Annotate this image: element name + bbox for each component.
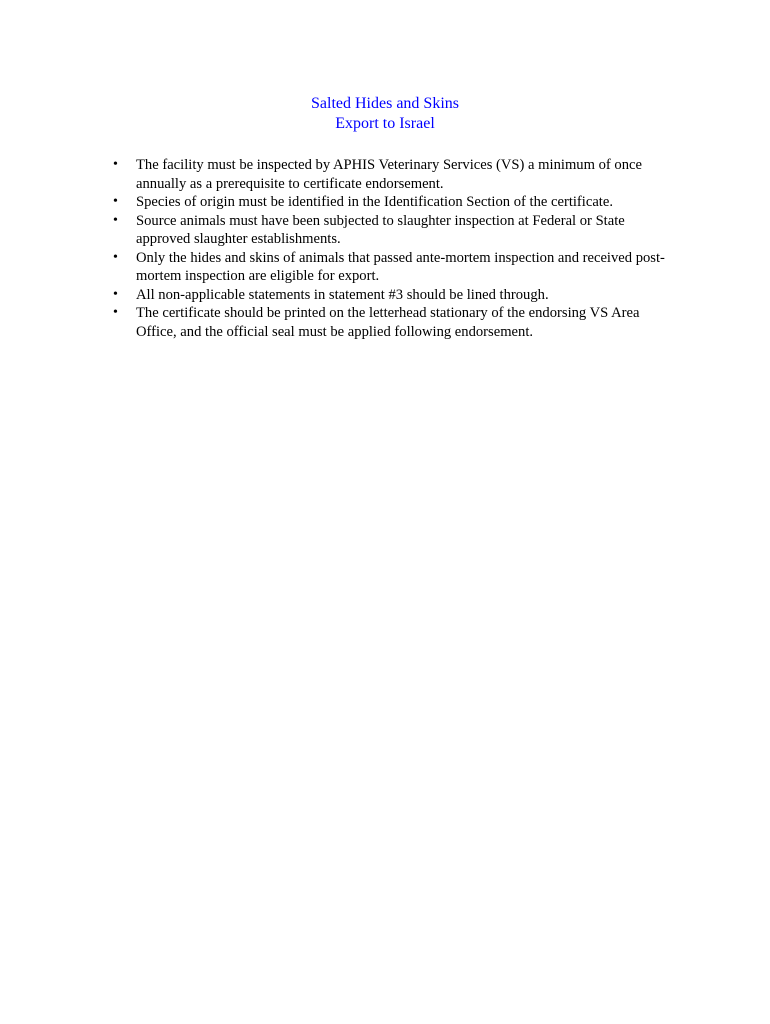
bullet-icon: • — [113, 305, 118, 320]
list-item — [109, 156, 669, 193]
list-item-text: The facility must be inspected by APHIS Veterinary Services (VS) a minimum of once annually as a prerequisite to certificate endorsement. — [136, 157, 642, 192]
title-line-2: Export to Israel — [335, 115, 435, 132]
list-item-text: Source animals must have been subjected to slaughter inspection at Federal or State approved slaughter establishments. — [136, 212, 625, 247]
list-item — [109, 286, 669, 305]
bullet-icon: • — [113, 194, 118, 209]
requirements-list — [109, 156, 669, 341]
list-item-text: All non-applicable statements in statement #3 should be lined through. — [136, 286, 549, 303]
title-line-1: Salted Hides and Skins — [311, 95, 459, 112]
bullet-icon: • — [113, 286, 118, 302]
bullet-icon: • — [113, 249, 118, 265]
list-item — [109, 212, 669, 249]
bullet-icon: • — [113, 157, 118, 172]
list-item — [109, 193, 669, 212]
list-item-text: Species of origin must be identified in the Identification Section of the certificate. — [136, 194, 613, 210]
bullet-icon: • — [113, 212, 118, 228]
list-item — [109, 304, 669, 341]
list-item-text: The certificate should be printed on the letterhead stationary of the endorsing VS Area Office, and the official seal must be applied following endorsement. — [136, 305, 640, 340]
list-item — [109, 249, 669, 286]
list-item-text: Only the hides and skins of animals that passed ante-mortem inspection and received post-mortem inspection are eligible for export. — [136, 249, 665, 284]
document-title — [0, 94, 770, 134]
